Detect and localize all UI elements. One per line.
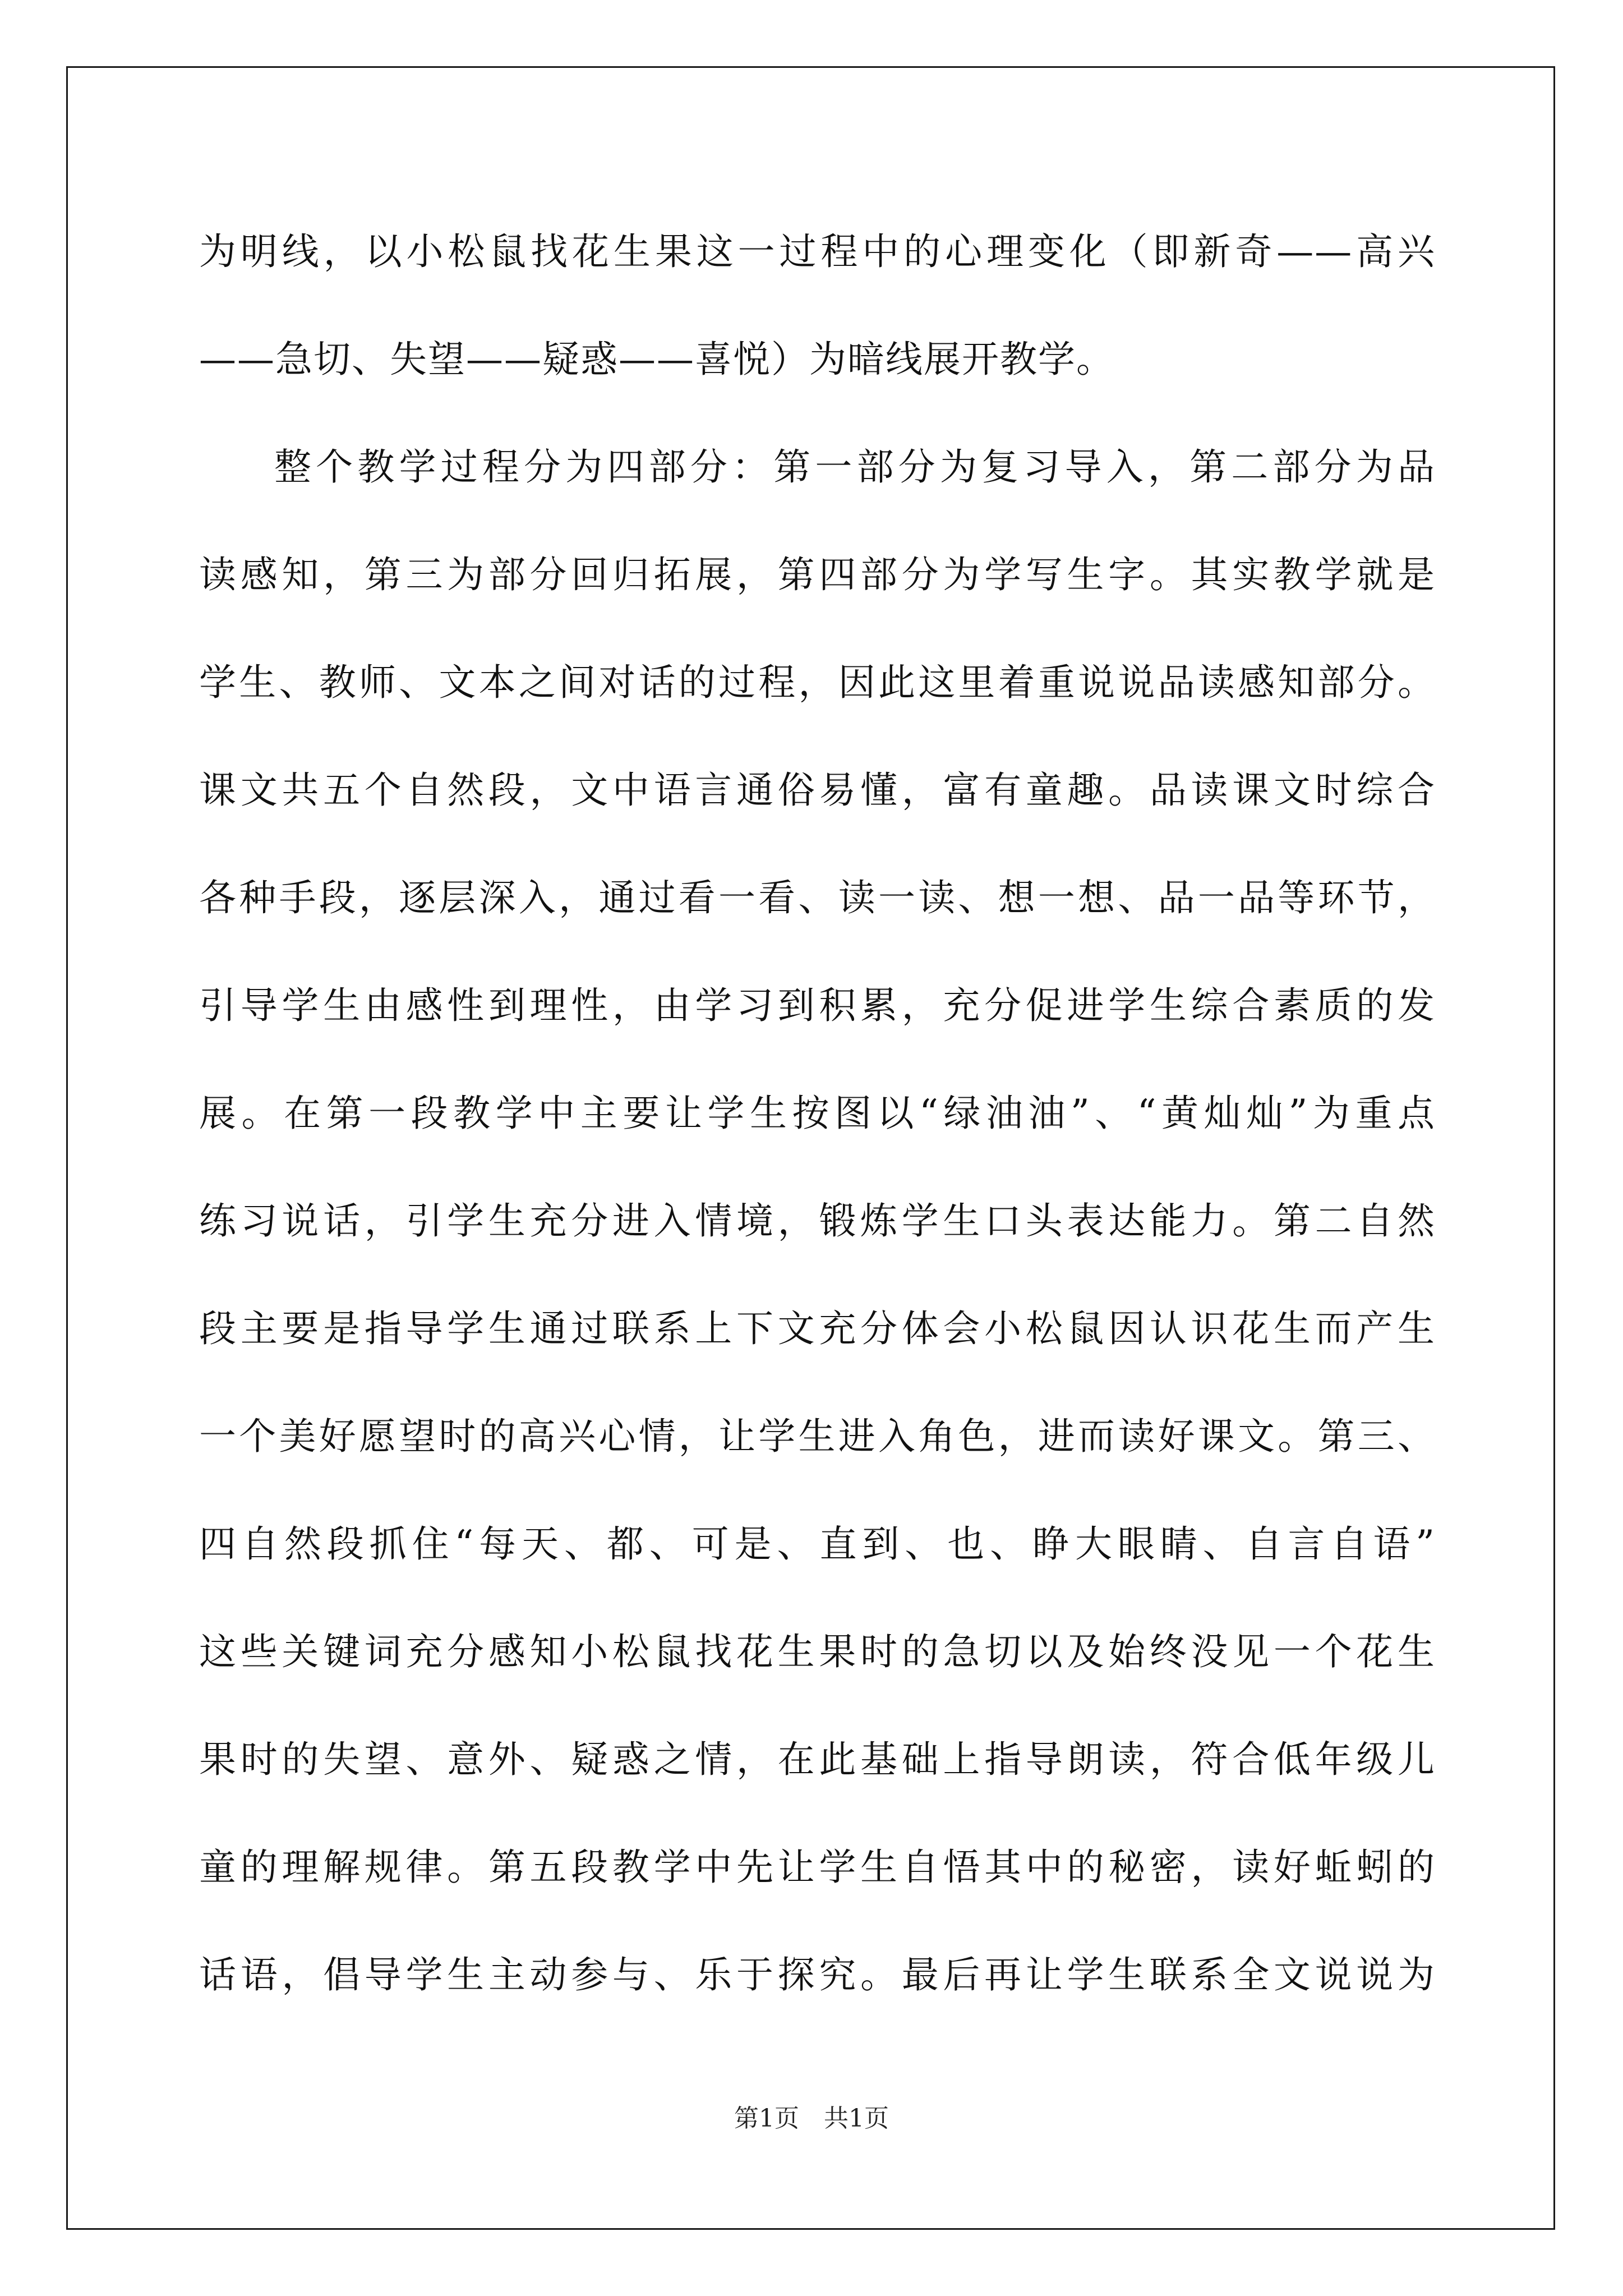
text-line: 课文共五个自然段，文中语言通俗易懂，富有童趣。品读课文时综合 — [199, 769, 1436, 812]
text-line: 展。在第一段教学中主要让学生按图以“绿油油”、“黄灿灿”为重点 — [199, 1092, 1436, 1135]
page-footer — [0, 2098, 1623, 2134]
text-line: 一个美好愿望时的高兴心情，让学生进入角色，进而读好课文。第三、 — [199, 1415, 1436, 1458]
text-line: 段主要是指导学生通过联系上下文充分体会小松鼠因认识花生而产生 — [199, 1307, 1436, 1350]
text-line: ——急切、失望——疑惑——喜悦）为暗线展开教学。 — [199, 338, 1114, 381]
text-line: 四自然段抓住“每天、都、可是、直到、也、睁大眼睛、自言自语” — [199, 1522, 1436, 1566]
text-line: 果时的失望、意外、疑惑之情，在此基础上指导朗读，符合低年级儿 — [199, 1738, 1436, 1781]
text-line: 话语，倡导学生主动参与、乐于探究。最后再让学生联系全文说说为 — [199, 1953, 1436, 1996]
text-line: 整个教学过程分为四部分：第一部分为复习导入，第二部分为品 — [274, 445, 1436, 489]
text-line: 练习说话，引学生充分进入情境，锻炼学生口头表达能力。第二自然 — [199, 1199, 1436, 1243]
text-line: 各种手段，逐层深入，通过看一看、读一读、想一想、品一品等环节， — [199, 876, 1436, 919]
text-line: 为明线，以小松鼠找花生果这一过程中的心理变化（即新奇——高兴 — [199, 230, 1436, 273]
page-total: 共1页 — [824, 2104, 889, 2133]
page-number: 第1页 — [734, 2104, 799, 2133]
text-line: 这些关键词充分感知小松鼠找花生果时的急切以及始终没见一个花生 — [199, 1630, 1436, 1673]
text-line: 学生、教师、文本之间对话的过程，因此这里着重说说品读感知部分。 — [199, 661, 1436, 704]
text-line: 童的理解规律。第五段教学中先让学生自悟其中的秘密，读好蚯蚓的 — [199, 1846, 1436, 1889]
document-body — [199, 216, 1436, 2047]
text-line: 读感知，第三为部分回归拓展，第四部分为学写生字。其实教学就是 — [199, 553, 1436, 596]
text-line: 引导学生由感性到理性，由学习到积累，充分促进学生综合素质的发 — [199, 984, 1436, 1027]
